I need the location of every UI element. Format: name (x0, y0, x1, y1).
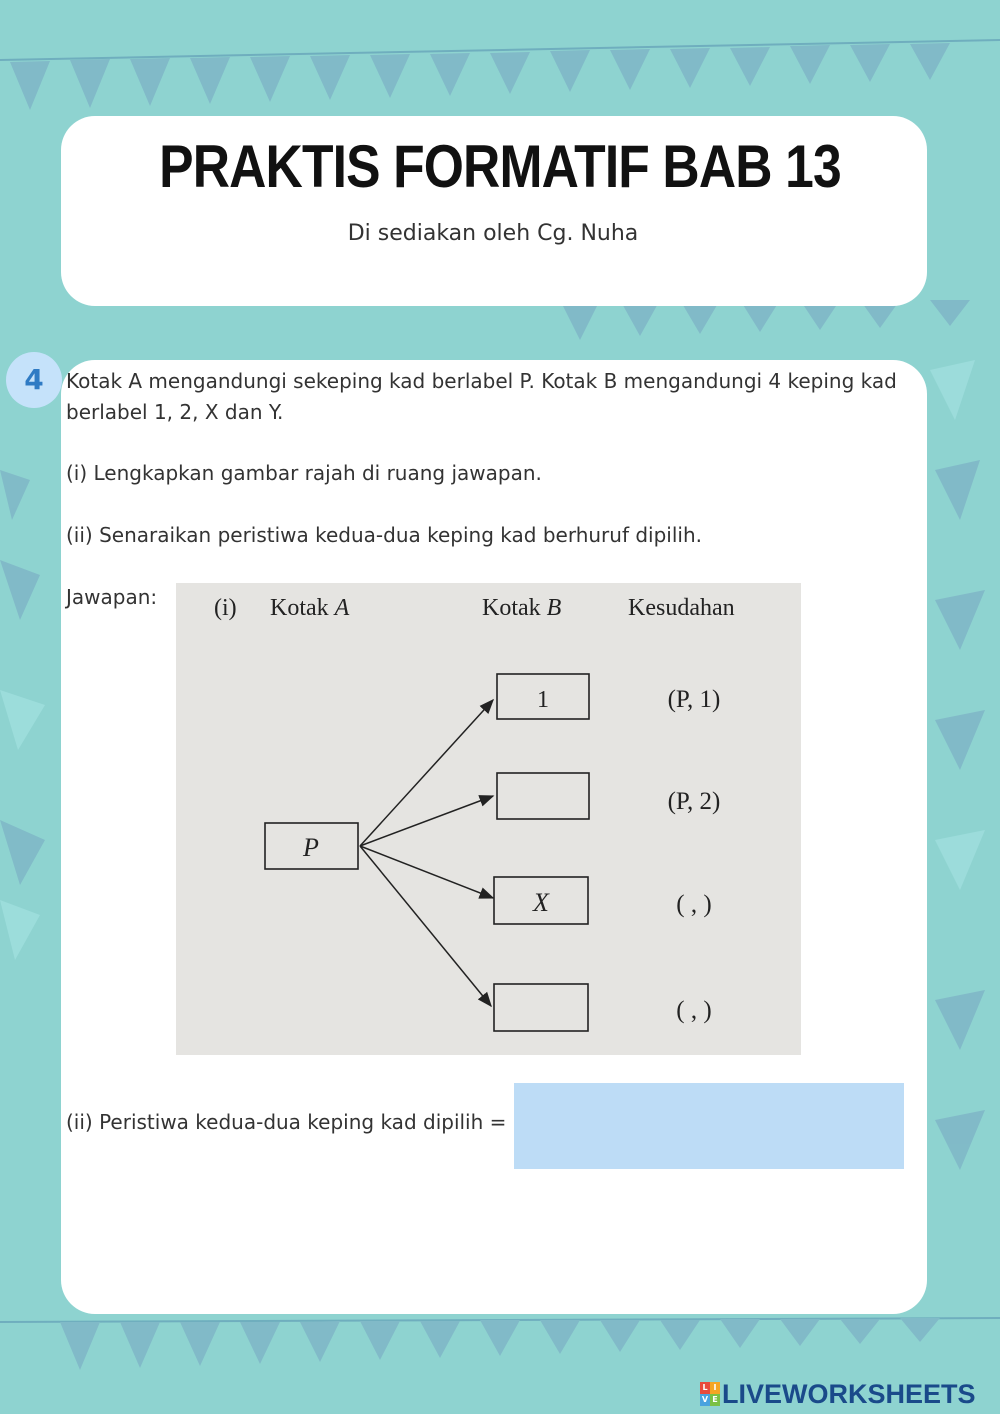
question-part-ii: (ii) Senaraikan peristiwa kedua-dua keping kad berhuruf dipilih. (66, 523, 702, 547)
answer-label: Jawapan: (66, 585, 158, 609)
branch-1 (360, 700, 493, 846)
question-number-badge: 4 (6, 352, 62, 408)
page-subtitle: Di sediakan oleh Cg. Nuha (347, 221, 639, 246)
tree-diagram (176, 583, 801, 1055)
branch-3 (360, 846, 493, 898)
answer-ii-input[interactable] (514, 1083, 904, 1169)
liveworksheets-logo-text: LIVEWORKSHEETS (722, 1378, 976, 1409)
outcome-2: (P, 2) (667, 788, 721, 815)
diagram-col-a-prefix: Kotak (270, 595, 329, 621)
diagram-col-a-header (270, 595, 350, 621)
branch-2 (360, 796, 493, 846)
tree-diagram-photo (176, 583, 801, 1055)
liveworksheets-logo (700, 1378, 976, 1410)
diagram-col-outcome-header: Kesudahan (628, 595, 735, 621)
liveworksheets-logo-mark: L I V E (700, 1382, 720, 1406)
page-title: PRAKTIS FORMATIF BAB 13 (159, 133, 841, 200)
box-a-label: P (303, 833, 319, 862)
branch-4 (360, 846, 491, 1006)
question-part-i: (i) Lengkapkan gambar rajah di ruang jawapan. (66, 461, 542, 485)
box-b-2 (497, 773, 589, 819)
box-b-3-label: X (533, 888, 549, 917)
diagram-col-b-prefix: Kotak (482, 595, 541, 621)
outcome-1: (P, 1) (667, 686, 721, 713)
diagram-col-a-letter: A (334, 595, 350, 621)
outcome-4: ( , ) (676, 997, 712, 1024)
diagram-col-b-header (482, 595, 562, 621)
box-b-1-label: 1 (537, 687, 549, 713)
outcome-3: ( , ) (676, 891, 712, 918)
answer-ii-label: (ii) Peristiwa kedua-dua keping kad dipilih = (66, 1110, 507, 1134)
diagram-col-b-letter: B (546, 595, 562, 621)
question-stem: Kotak A mengandungi sekeping kad berlabel P. Kotak B mengandungi 4 keping kad berlabel 1, 2, X dan Y. (66, 369, 897, 424)
box-b-4 (494, 984, 588, 1031)
diagram-part-label: (i) (214, 595, 237, 621)
